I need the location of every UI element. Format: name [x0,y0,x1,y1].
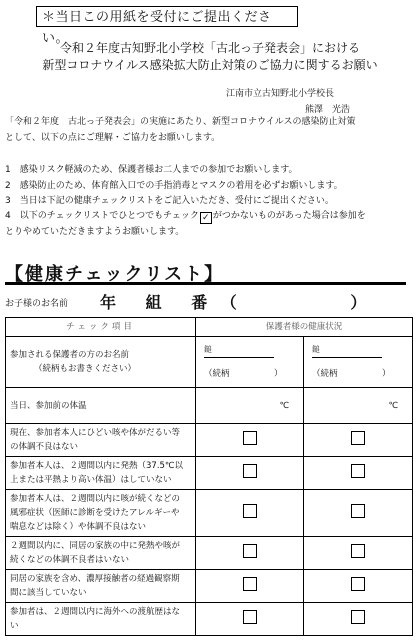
check-item-label [6,490,196,537]
check-item-line: 参加者本人は、２週間以内に発熱（37.5℃以 [10,461,183,471]
guardian-2-checkbox[interactable] [351,577,365,591]
header-check-items: チェック項目 [6,318,196,337]
grade-label: 年 [100,293,121,312]
guardian-1-checkbox[interactable] [243,464,257,478]
guardian-1-checkbox[interactable] [243,610,257,624]
table-row [6,603,413,636]
check-item-line: 参加者本人は、２週間以内に咳が続くなどの [10,494,181,504]
relation-open: （続柄 [312,369,338,379]
divider [5,282,406,285]
paren-open: （ [220,293,241,312]
check-item-line: い [10,621,19,631]
check-item-label [6,570,196,603]
guardian-2-name-field[interactable] [304,337,413,388]
intro-line-1: 「令和２年度 古北っ子発表会」の実施にあたり、新型コロナウイルスの感染防止対策 [5,117,356,127]
table-row [6,537,413,570]
sender-name: 熊澤 光浩 [304,105,350,115]
item-4-line-2: とりやめていただきますようお願いします。 [5,227,185,237]
relation-close: ） [274,369,283,379]
relation-open: （続柄 [204,369,230,379]
check-mark-icon: ✓ [200,212,212,224]
check-item-label [6,424,196,457]
table-row [6,424,413,457]
paren-close: ） [350,293,371,312]
health-checklist-table [5,317,413,636]
item-2: 2 感染防止のため、体育館入口での手指消毒とマスクの着用を必ずお願いします。 [5,181,343,191]
check-item-line: の体調不良はない [10,442,79,452]
table-row [6,490,413,537]
item-4-before: 4 以下のチェックリストでひとつでもチェック [5,211,199,221]
check-item-line: 同居の家族を含め、濃厚接触者の経過観察期 [10,574,180,584]
number-label: 番 [191,293,212,312]
guardian-name-sub: （続柄もお書きください） [34,364,137,374]
guardian-1-name-field[interactable] [196,337,304,388]
submit-notice: ＊当日この用紙を受付にご提出ください。 [36,6,298,27]
guardian-1-temperature-field[interactable]: ℃ [196,388,304,424]
relation-close: ） [382,369,391,379]
sender-org: 江南市立古知野北小学校長 [225,89,334,99]
guardian-2-checkbox[interactable] [351,544,365,558]
guardian-name-label-cell [6,337,196,388]
table-header [6,318,413,337]
guardian-2-temperature-field[interactable]: ℃ [304,388,413,424]
seal-mark: 鎚 [204,345,212,354]
header-guardian-status: 保護者様の健康状況 [196,318,413,337]
check-item-line: 喘息などは除く）や体調不良はない [10,522,147,532]
title-line-2: 新型コロナウイルス感染拡大防止対策のご協力に関するお願い [42,58,378,72]
check-item-line: 上または平熱より高い体温）はしていない [10,475,172,485]
guardian-1-checkbox[interactable] [243,577,257,591]
checklist-title: 【健康チェックリスト】 [5,264,225,285]
table-row [6,388,413,424]
item-1: 1 感染リスク軽減のため、保護者様お二人までの参加でお願いします。 [5,165,298,175]
class-label: 組 [145,293,166,312]
check-item-label [6,537,196,570]
check-item-line: 間に該当していない [10,588,87,598]
guardian-1-checkbox[interactable] [243,504,257,518]
name-line [312,357,382,358]
guardian-2-checkbox[interactable] [351,464,365,478]
check-item-line: 続くなどの体調不良者はいない [10,555,130,565]
table-row [6,570,413,603]
guardian-name-label: 参加される保護者の方のお名前 [10,350,130,360]
intro-line-2: として、以下の点にご理解・ご協力をお願いします。 [5,133,221,143]
guardian-2-checkbox[interactable] [351,610,365,624]
check-item-line: 参加者は、２週間以内に海外への渡航歴はな [10,607,181,617]
check-item-line: 現在、参加者本人にひどい咳や体がだるい等 [10,428,181,438]
item-4-after: がつかないものがあった場合は参加を [212,211,366,221]
item-3: 3 当日は下記の健康チェックリストをご記入いただき、受付にご提出ください。 [5,196,334,206]
check-item-label [6,457,196,490]
guardian-2-checkbox[interactable] [351,431,365,445]
guardian-1-checkbox[interactable] [243,544,257,558]
item-4 [5,209,415,224]
child-name-field[interactable] [100,290,370,313]
guardian-2-checkbox[interactable] [351,504,365,518]
table-row [6,457,413,490]
seal-mark: 鎚 [312,345,320,354]
check-item-line: ２週間以内に、同居の家族の中に発熱や咳が [10,541,181,551]
child-name-label: お子様のお名前 [5,299,69,309]
table-row [6,337,413,388]
check-item-label [6,603,196,636]
check-item-line: 風邪症状（医師に診断を受けたアレルギーや [10,508,180,518]
guardian-1-checkbox[interactable] [243,431,257,445]
title-line-1: 令和２年度古知野北小学校「古北っ子発表会」における [59,41,360,55]
temperature-label: 当日、参加前の体温 [6,388,196,424]
name-line [204,357,274,358]
